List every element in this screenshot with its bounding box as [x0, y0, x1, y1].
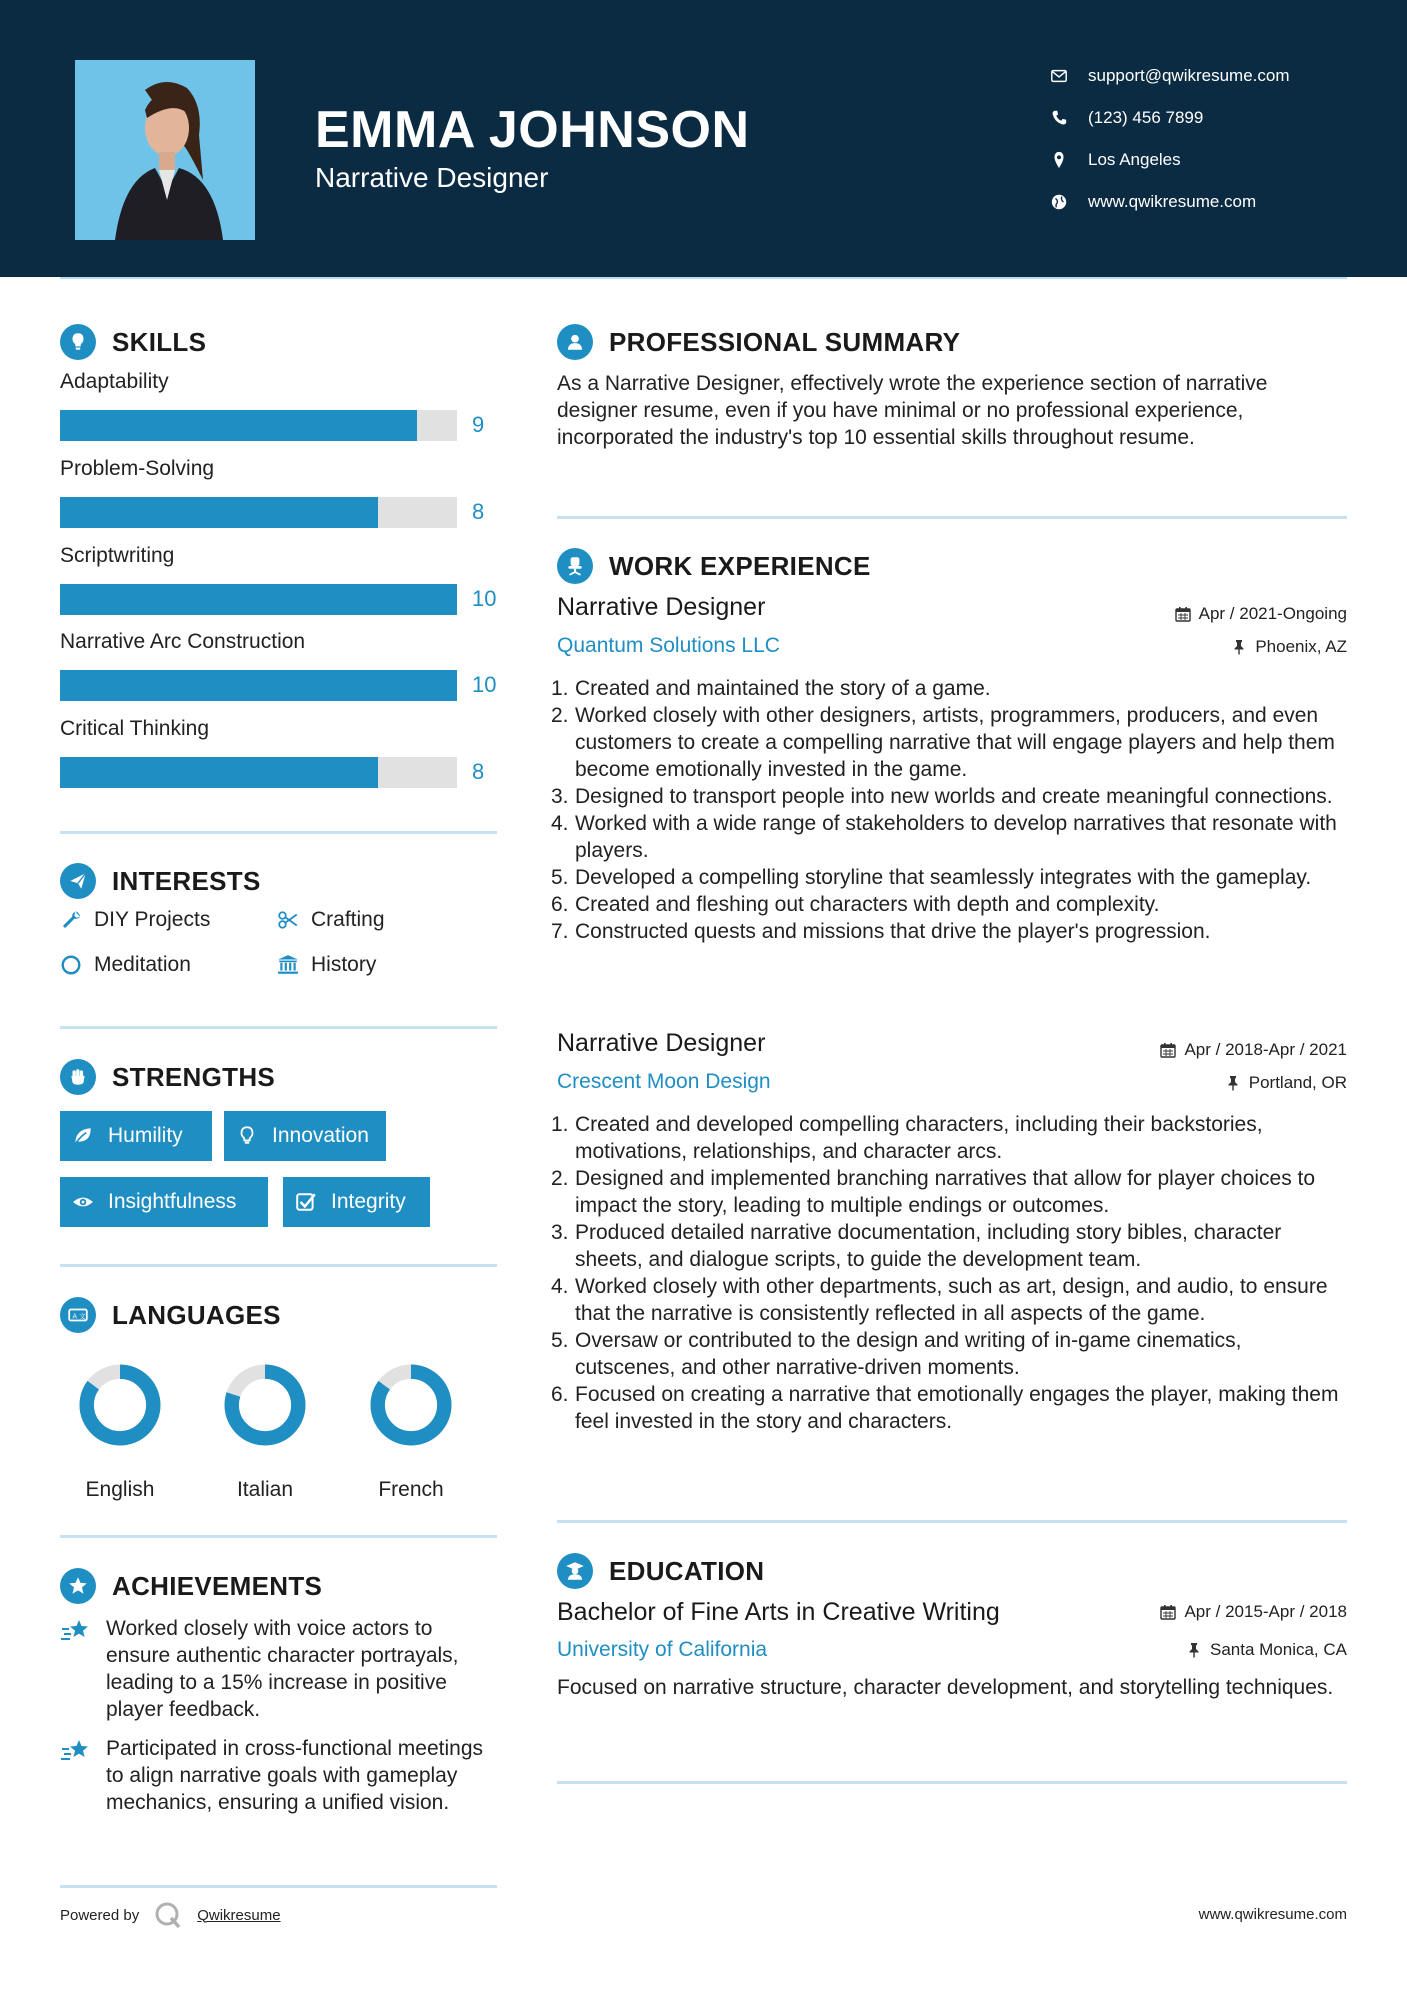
- strength-tag: [60, 1111, 212, 1161]
- section-divider: [557, 1520, 1347, 1523]
- education-location: [1186, 1640, 1347, 1660]
- skill-bar: [60, 670, 457, 701]
- interests-heading: [60, 861, 261, 901]
- list-item: 2. Designed and implemented branching narratives that allow for player choices to impact the story, leading to multiple endings or outcomes.: [551, 1167, 1316, 1217]
- skill-score: 9: [472, 412, 485, 437]
- section-divider: [60, 1026, 497, 1029]
- summary-heading: [557, 322, 960, 362]
- skill-bar-fill: [60, 584, 457, 615]
- powered-by-label: Powered by: [60, 1906, 140, 1924]
- bullet-text: Produced detailed narrative documentation, including story bibles, character sheets, and dialogue scripts, to guide the development team.: [575, 1221, 1282, 1271]
- contact-email[interactable]: [1050, 55, 1380, 97]
- calendar-icon: [1160, 1042, 1176, 1058]
- contact-info: [1050, 55, 1380, 223]
- bullet-text: Worked closely with other designers, artists, programmers, producers, and even customers to create a compelling narrative that will engage players and help them become emotionally invested in the game.: [575, 704, 1335, 781]
- skill-bar-fill: [60, 757, 378, 788]
- strength-label: Insightfulness: [108, 1190, 237, 1213]
- contact-website-text: www.qwikresume.com: [1088, 192, 1257, 211]
- list-item: 2. Worked closely with other designers, artists, programmers, producers, and even customers to create a compelling narrative that will engage players and help them become emotionally invested in the game.: [551, 704, 1335, 781]
- achievement-item: [60, 1615, 500, 1723]
- bullet-text: Worked with a wide range of stakeholders to develop narratives that resonate with players.: [575, 812, 1337, 862]
- company-name: Quantum Solutions LLC: [557, 634, 780, 657]
- job-location-text: Portland, OR: [1248, 1073, 1347, 1092]
- candidate-name: EMMA JOHNSON: [315, 101, 750, 159]
- list-item: 6. Created and fleshing out characters with depth and complexity.: [551, 893, 1160, 916]
- strengths-heading: [60, 1057, 275, 1097]
- achievement-text: Participated in cross-functional meetings to align narrative goals with gameplay mechanics, ensuring a unified vision.: [106, 1737, 484, 1814]
- list-item: 6. Focused on creating a narrative that emotionally engages the player, making them feel invested in the story and characters.: [551, 1383, 1339, 1433]
- shooting-star-icon: [60, 1737, 92, 1765]
- resume-header: [0, 0, 1407, 277]
- wrench-icon: [60, 909, 82, 931]
- bullet-text: Created and maintained the story of a game.: [575, 677, 991, 700]
- achievements-title: ACHIEVEMENTS: [112, 1570, 323, 1601]
- job-location: [1231, 637, 1347, 657]
- list-item: 4. Worked with a wide range of stakeholders to develop narratives that resonate with players.: [551, 812, 1337, 862]
- list-item: 3. Designed to transport people into new worlds and create meaningful connections.: [551, 785, 1333, 808]
- contact-phone[interactable]: [1050, 97, 1380, 139]
- strength-tag: [283, 1177, 430, 1227]
- job-title: Narrative Designer: [557, 1029, 766, 1057]
- bullet-text: Developed a compelling storyline that seamlessly integrates with the gameplay.: [575, 866, 1312, 889]
- interest-label: Crafting: [311, 908, 385, 931]
- language-name: French: [378, 1478, 444, 1501]
- shooting-star-icon: [60, 1617, 92, 1645]
- interest-item: [60, 953, 191, 977]
- strengths-title: STRENGTHS: [112, 1061, 276, 1092]
- interests-title: INTERESTS: [112, 865, 261, 896]
- achievement-item: [60, 1735, 500, 1816]
- calendar-icon: [1175, 606, 1191, 622]
- interest-item: [60, 908, 210, 932]
- education-heading: [557, 1551, 764, 1591]
- bullet-text: Oversaw or contributed to the design and writing of in-game cinematics, cutscenes, and other narrative-driven moments.: [575, 1329, 1242, 1379]
- languages-title: LANGUAGES: [112, 1299, 281, 1330]
- bullet-text: Created and fleshing out characters with depth and complexity.: [575, 893, 1160, 916]
- skill-name: Problem-Solving: [60, 457, 215, 480]
- skills-title: SKILLS: [112, 326, 207, 357]
- achievement-text: Worked closely with voice actors to ensure authentic character portrayals, leading to a 15% increase in positive player feedback.: [106, 1617, 459, 1721]
- skill-score: 8: [472, 759, 485, 784]
- office-chair-icon: [557, 548, 593, 584]
- skills-heading: [60, 322, 206, 362]
- list-item: 7. Constructed quests and missions that drive the player's progression.: [551, 920, 1211, 943]
- skill-item: [60, 630, 500, 701]
- section-divider: [60, 1535, 497, 1538]
- candidate-role: Narrative Designer: [315, 162, 549, 193]
- header-divider: [60, 277, 1347, 279]
- job-location-text: Phoenix, AZ: [1255, 637, 1347, 656]
- skill-bar-fill: [60, 670, 457, 701]
- user-icon: [557, 324, 593, 360]
- education-location-text: Santa Monica, CA: [1209, 1640, 1347, 1659]
- education-text: Focused on narrative structure, character development, and storytelling techniques.: [557, 1676, 1334, 1699]
- powered-by: [60, 1900, 281, 1930]
- section-divider: [60, 1264, 497, 1267]
- contact-location-text: Los Angeles: [1088, 150, 1181, 169]
- contact-email-text: support@qwikresume.com: [1088, 66, 1290, 85]
- skill-bar: [60, 584, 457, 615]
- strength-tag: [224, 1111, 386, 1161]
- job-title: Narrative Designer: [557, 593, 766, 621]
- skill-bar-fill: [60, 410, 417, 441]
- phone-icon: [1050, 109, 1068, 127]
- language-item: [351, 1360, 471, 1502]
- pushpin-icon: [1231, 639, 1247, 655]
- strength-label: Innovation: [272, 1124, 369, 1147]
- education-dates-text: Apr / 2015-Apr / 2018: [1184, 1602, 1347, 1621]
- skill-bar: [60, 757, 457, 788]
- bullet-text: Constructed quests and missions that drive the player's progression.: [575, 920, 1211, 943]
- skill-name: Adaptability: [60, 370, 169, 393]
- qwikresume-link[interactable]: Qwikresume: [197, 1906, 281, 1924]
- pushpin-icon: [1186, 1642, 1202, 1658]
- school-name: University of California: [557, 1638, 768, 1661]
- skill-item: [60, 457, 500, 528]
- skill-item: [60, 717, 500, 788]
- pushpin-icon: [1225, 1075, 1241, 1091]
- bullet-text: Designed and implemented branching narratives that allow for player choices to impact the story, leading to multiple endings or outcomes.: [575, 1167, 1316, 1217]
- section-divider: [60, 831, 497, 834]
- experience-heading: [557, 546, 871, 586]
- lightbulb-outline-icon: [236, 1125, 258, 1147]
- interest-label: History: [311, 953, 377, 976]
- language-name: Italian: [236, 1478, 294, 1501]
- skill-score: 10: [472, 672, 497, 697]
- interest-label: Meditation: [94, 953, 191, 976]
- bullet-text: Focused on creating a narrative that emotionally engages the player, making them feel invested in the story and characters.: [575, 1383, 1339, 1433]
- company-name: Crescent Moon Design: [557, 1070, 771, 1093]
- skill-score: 8: [472, 499, 485, 524]
- strength-label: Humility: [108, 1124, 183, 1147]
- skill-bar: [60, 497, 457, 528]
- svg-text:A: A: [72, 1312, 78, 1321]
- list-item: 5. Oversaw or contributed to the design and writing of in-game cinematics, cutscenes, and other narrative-driven moments.: [551, 1329, 1242, 1379]
- section-divider: [557, 516, 1347, 519]
- bullet-text: Worked closely with other departments, such as art, design, and audio, to ensure that the narrative is consistently reflected in all aspects of the game.: [575, 1275, 1328, 1325]
- list-item: 4. Worked closely with other departments, such as art, design, and audio, to ensure that the narrative is consistently reflected in all aspects of the game.: [551, 1275, 1328, 1325]
- calendar-icon: [1160, 1604, 1176, 1620]
- job-dates-text: Apr / 2021-Ongoing: [1198, 604, 1347, 623]
- star-badge-icon: [60, 1568, 96, 1604]
- interest-item: [277, 953, 376, 977]
- list-item: 5. Developed a compelling storyline that seamlessly integrates with the gameplay.: [551, 866, 1312, 889]
- language-name: English: [85, 1478, 155, 1501]
- education-title: EDUCATION: [609, 1555, 765, 1586]
- footer-url[interactable]: www.qwikresume.com: [1198, 1906, 1347, 1923]
- skill-name: Scriptwriting: [60, 544, 175, 567]
- fist-icon: [60, 1059, 96, 1095]
- summary-title: PROFESSIONAL SUMMARY: [609, 326, 961, 357]
- interest-label: DIY Projects: [94, 908, 211, 931]
- education-dates: [1160, 1602, 1347, 1622]
- job-dates: [1160, 1040, 1347, 1060]
- list-item: 1. Created and maintained the story of a game.: [551, 677, 991, 700]
- language-donut: [75, 1360, 165, 1450]
- bank-icon: [277, 954, 299, 976]
- list-item: 3. Produced detailed narrative documentation, including story bibles, character sheets, and dialogue scripts, to guide the development team.: [551, 1221, 1282, 1271]
- skill-name: Narrative Arc Construction: [60, 630, 306, 653]
- leaf-icon: [72, 1125, 94, 1147]
- job-dates: [1175, 604, 1347, 624]
- globe-icon: [1050, 193, 1068, 211]
- job-dates-text: Apr / 2018-Apr / 2021: [1184, 1040, 1347, 1059]
- skill-item: [60, 544, 500, 615]
- summary-text: As a Narrative Designer, effectively wrote the experience section of narrative designer resume, even if you have minimal or no professional experience, incorporated the industry's top 10 essential skills throughout resume.: [557, 372, 1268, 449]
- language-donut: [220, 1360, 310, 1450]
- section-divider: [60, 1885, 497, 1888]
- job-bullets: [551, 675, 1347, 945]
- interest-item: [277, 908, 385, 932]
- skill-item: [60, 370, 500, 441]
- contact-phone-text: (123) 456 7899: [1088, 108, 1204, 127]
- achievements-heading: [60, 1566, 322, 1606]
- section-divider: [557, 1781, 1347, 1784]
- circle-icon: [60, 954, 82, 976]
- eye-icon: [72, 1191, 94, 1213]
- contact-website[interactable]: [1050, 181, 1380, 223]
- bullet-text: Designed to transport people into new worlds and create meaningful connections.: [575, 785, 1333, 808]
- paper-plane-icon: [60, 863, 96, 899]
- job-bullets: [551, 1111, 1347, 1435]
- qwikresume-logo-icon: [153, 1900, 183, 1930]
- experience-title: WORK EXPERIENCE: [609, 550, 871, 581]
- bullet-text: Created and developed compelling characters, including their backstories, motivations, relationships, and character arcs.: [575, 1113, 1263, 1163]
- list-item: 1. Created and developed compelling characters, including their backstories, motivations, relationships, and character arcs.: [551, 1113, 1263, 1163]
- languages-heading: [60, 1295, 281, 1335]
- checkbox-icon: [295, 1191, 317, 1213]
- svg-text:文: 文: [79, 1312, 86, 1321]
- language-donut: [366, 1360, 456, 1450]
- graduate-icon: [557, 1553, 593, 1589]
- scissors-icon: [277, 909, 299, 931]
- contact-location: [1050, 139, 1380, 181]
- skill-score: 10: [472, 586, 497, 611]
- language-icon: [60, 1297, 96, 1333]
- skill-bar: [60, 410, 457, 441]
- language-item: [205, 1360, 325, 1502]
- strength-label: Integrity: [331, 1190, 406, 1213]
- skill-bar-fill: [60, 497, 378, 528]
- lightbulb-icon: [60, 324, 96, 360]
- map-pin-icon: [1050, 151, 1068, 169]
- degree-title: Bachelor of Fine Arts in Creative Writing: [557, 1598, 1000, 1626]
- envelope-icon: [1050, 67, 1068, 85]
- profile-photo: [75, 60, 255, 240]
- job-location: [1225, 1073, 1347, 1093]
- language-item: [60, 1360, 180, 1502]
- strength-tag: [60, 1177, 268, 1227]
- skill-name: Critical Thinking: [60, 717, 209, 740]
